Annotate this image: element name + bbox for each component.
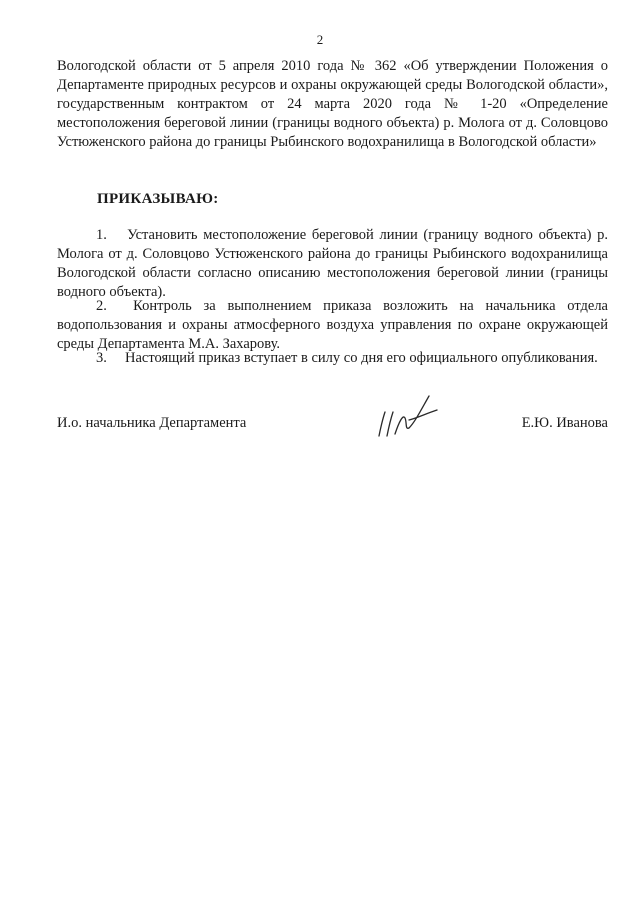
order-heading: ПРИКАЗЫВАЮ: [97,191,219,207]
page-number: 2 [316,32,324,47]
intro-paragraph: Вологодской области от 5 апреля 2010 года № 362 «Об утверждении Положения о Департаменте природных ресурсов и охраны окружающей среды Вологодской области», государственным контрактом от 24 марта 2020 года № 1-20 «Определение местоположения береговой линии (границы водного объекта) р. Молога от д. Соловцово Устюженского района до границы Рыбинского водохранилища в Вологодской области» [57,58,608,150]
signer-name: Е.Ю. Иванова [521,415,608,431]
order-item-1: 1. Установить местоположение береговой линии (границу водного объекта) р. Молога от д. Соловцово Устюженского района до границы Рыбинского водохранилища Вологодской области согласно описанию местоположения береговой линии (границы водного объекта). [57,227,608,300]
handwritten-signature [365,392,445,442]
signer-title: И.о. начальника Департамента [57,415,247,431]
order-item-2: 2. Контроль за выполнением приказа возложить на начальника отдела водопользования и охраны атмосферного воздуха управления по охране окружающей среды Департамента М.А. Захарову. [57,298,608,352]
order-item-3: 3. Настоящий приказ вступает в силу со дня его официального опубликования. [96,350,598,366]
